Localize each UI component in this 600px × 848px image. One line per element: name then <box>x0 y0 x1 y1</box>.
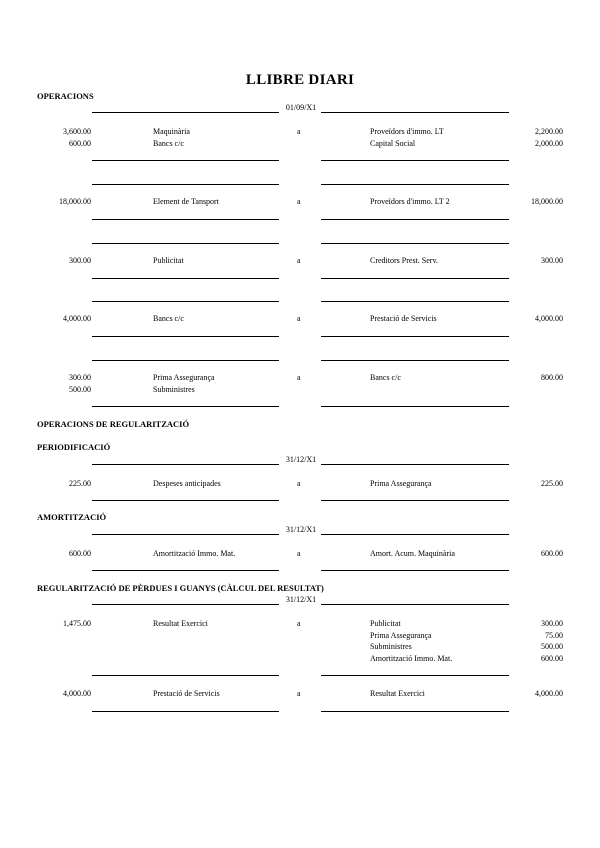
debit-account: Despeses anticipades <box>153 479 221 488</box>
divider <box>321 464 509 465</box>
divider <box>321 406 509 407</box>
debit-account: Subministres <box>153 385 195 394</box>
divider <box>321 184 509 185</box>
divider <box>321 360 509 361</box>
section-periodificacio: PERIODIFICACIÓ <box>37 442 111 452</box>
credit-amount: 300.00 <box>541 256 563 265</box>
entry-date: 31/12/X1 <box>285 455 317 464</box>
debit-amount: 600.00 <box>69 549 91 558</box>
debit-amount: 3,600.00 <box>63 127 91 136</box>
divider <box>321 301 509 302</box>
separator-a: a <box>297 479 301 488</box>
divider <box>92 711 279 712</box>
divider <box>92 184 279 185</box>
debit-account: Resultat Exercici <box>153 619 208 628</box>
divider <box>92 301 279 302</box>
divider <box>321 604 509 605</box>
divider <box>321 112 509 113</box>
debit-account: Element de Tansport <box>153 197 219 206</box>
debit-amount: 4,000.00 <box>63 314 91 323</box>
credit-amount: 300.00 <box>541 619 563 628</box>
debit-account: Prima Assegurança <box>153 373 215 382</box>
entry-date: 31/12/X1 <box>285 595 317 604</box>
credit-account: Creditors Prest. Serv. <box>370 256 438 265</box>
divider <box>321 278 509 279</box>
separator-a: a <box>297 314 301 323</box>
divider <box>321 336 509 337</box>
credit-account: Proveïdors d'immo. LT 2 <box>370 197 450 206</box>
credit-amount: 500.00 <box>541 642 563 651</box>
debit-account: Amortització Immo. Mat. <box>153 549 236 558</box>
separator-a: a <box>297 689 301 698</box>
divider <box>92 464 279 465</box>
debit-amount: 300.00 <box>69 373 91 382</box>
divider <box>92 336 279 337</box>
divider <box>92 570 279 571</box>
entry-date: 31/12/X1 <box>285 525 317 534</box>
credit-account: Bancs c/c <box>370 373 401 382</box>
credit-account: Amortització Immo. Mat. <box>370 654 453 663</box>
credit-account: Amort. Acum. Maquinària <box>370 549 455 558</box>
debit-amount: 600.00 <box>69 139 91 148</box>
credit-account: Prima Assegurança <box>370 631 432 640</box>
debit-account: Bancs c/c <box>153 314 184 323</box>
debit-amount: 500.00 <box>69 385 91 394</box>
debit-amount: 18,000.00 <box>59 197 91 206</box>
credit-amount: 2,200.00 <box>535 127 563 136</box>
divider <box>321 243 509 244</box>
separator-a: a <box>297 197 301 206</box>
debit-amount: 4,000.00 <box>63 689 91 698</box>
credit-amount: 2,000.00 <box>535 139 563 148</box>
debit-account: Publicitat <box>153 256 184 265</box>
divider <box>321 570 509 571</box>
divider <box>321 219 509 220</box>
credit-account: Capital Social <box>370 139 416 148</box>
separator-a: a <box>297 373 301 382</box>
section-regularitzacio: OPERACIONS DE REGULARITZACIÓ <box>37 419 190 429</box>
debit-amount: 300.00 <box>69 256 91 265</box>
section-resultat: REGULARITZACIÓ DE PÈRDUES I GUANYS (CÀLCUL DEL RESULTAT) <box>37 583 324 593</box>
credit-amount: 225.00 <box>541 479 563 488</box>
credit-amount: 800.00 <box>541 373 563 382</box>
divider <box>92 278 279 279</box>
credit-amount: 600.00 <box>541 549 563 558</box>
credit-amount: 18,000.00 <box>531 197 563 206</box>
divider <box>321 534 509 535</box>
divider <box>92 406 279 407</box>
credit-account: Publicitat <box>370 619 401 628</box>
credit-amount: 4,000.00 <box>535 314 563 323</box>
divider <box>92 112 279 113</box>
credit-account: Resultat Exercici <box>370 689 425 698</box>
debit-account: Bancs c/c <box>153 139 184 148</box>
credit-account: Prima Assegurança <box>370 479 432 488</box>
debit-account: Prestació de Servicis <box>153 689 220 698</box>
divider <box>92 243 279 244</box>
debit-account: Maquinària <box>153 127 190 136</box>
divider <box>321 711 509 712</box>
divider <box>321 500 509 501</box>
section-operacions: OPERACIONS <box>37 91 94 101</box>
divider <box>321 160 509 161</box>
credit-account: Prestació de Servicis <box>370 314 437 323</box>
credit-account: Proveïdors d'immo. LT <box>370 127 444 136</box>
debit-amount: 1,475.00 <box>63 619 91 628</box>
divider <box>92 160 279 161</box>
divider <box>92 360 279 361</box>
separator-a: a <box>297 619 301 628</box>
debit-amount: 225.00 <box>69 479 91 488</box>
divider <box>92 604 279 605</box>
divider <box>92 534 279 535</box>
credit-amount: 600.00 <box>541 654 563 663</box>
separator-a: a <box>297 127 301 136</box>
divider <box>92 500 279 501</box>
divider <box>321 675 509 676</box>
entry-date: 01/09/X1 <box>285 103 317 112</box>
section-amortitzacio: AMORTITZACIÓ <box>37 512 107 522</box>
credit-account: Subministres <box>370 642 412 651</box>
divider <box>92 219 279 220</box>
separator-a: a <box>297 256 301 265</box>
credit-amount: 4,000.00 <box>535 689 563 698</box>
divider <box>92 675 279 676</box>
separator-a: a <box>297 549 301 558</box>
page-title: LLIBRE DIARI <box>245 72 355 88</box>
credit-amount: 75.00 <box>545 631 563 640</box>
